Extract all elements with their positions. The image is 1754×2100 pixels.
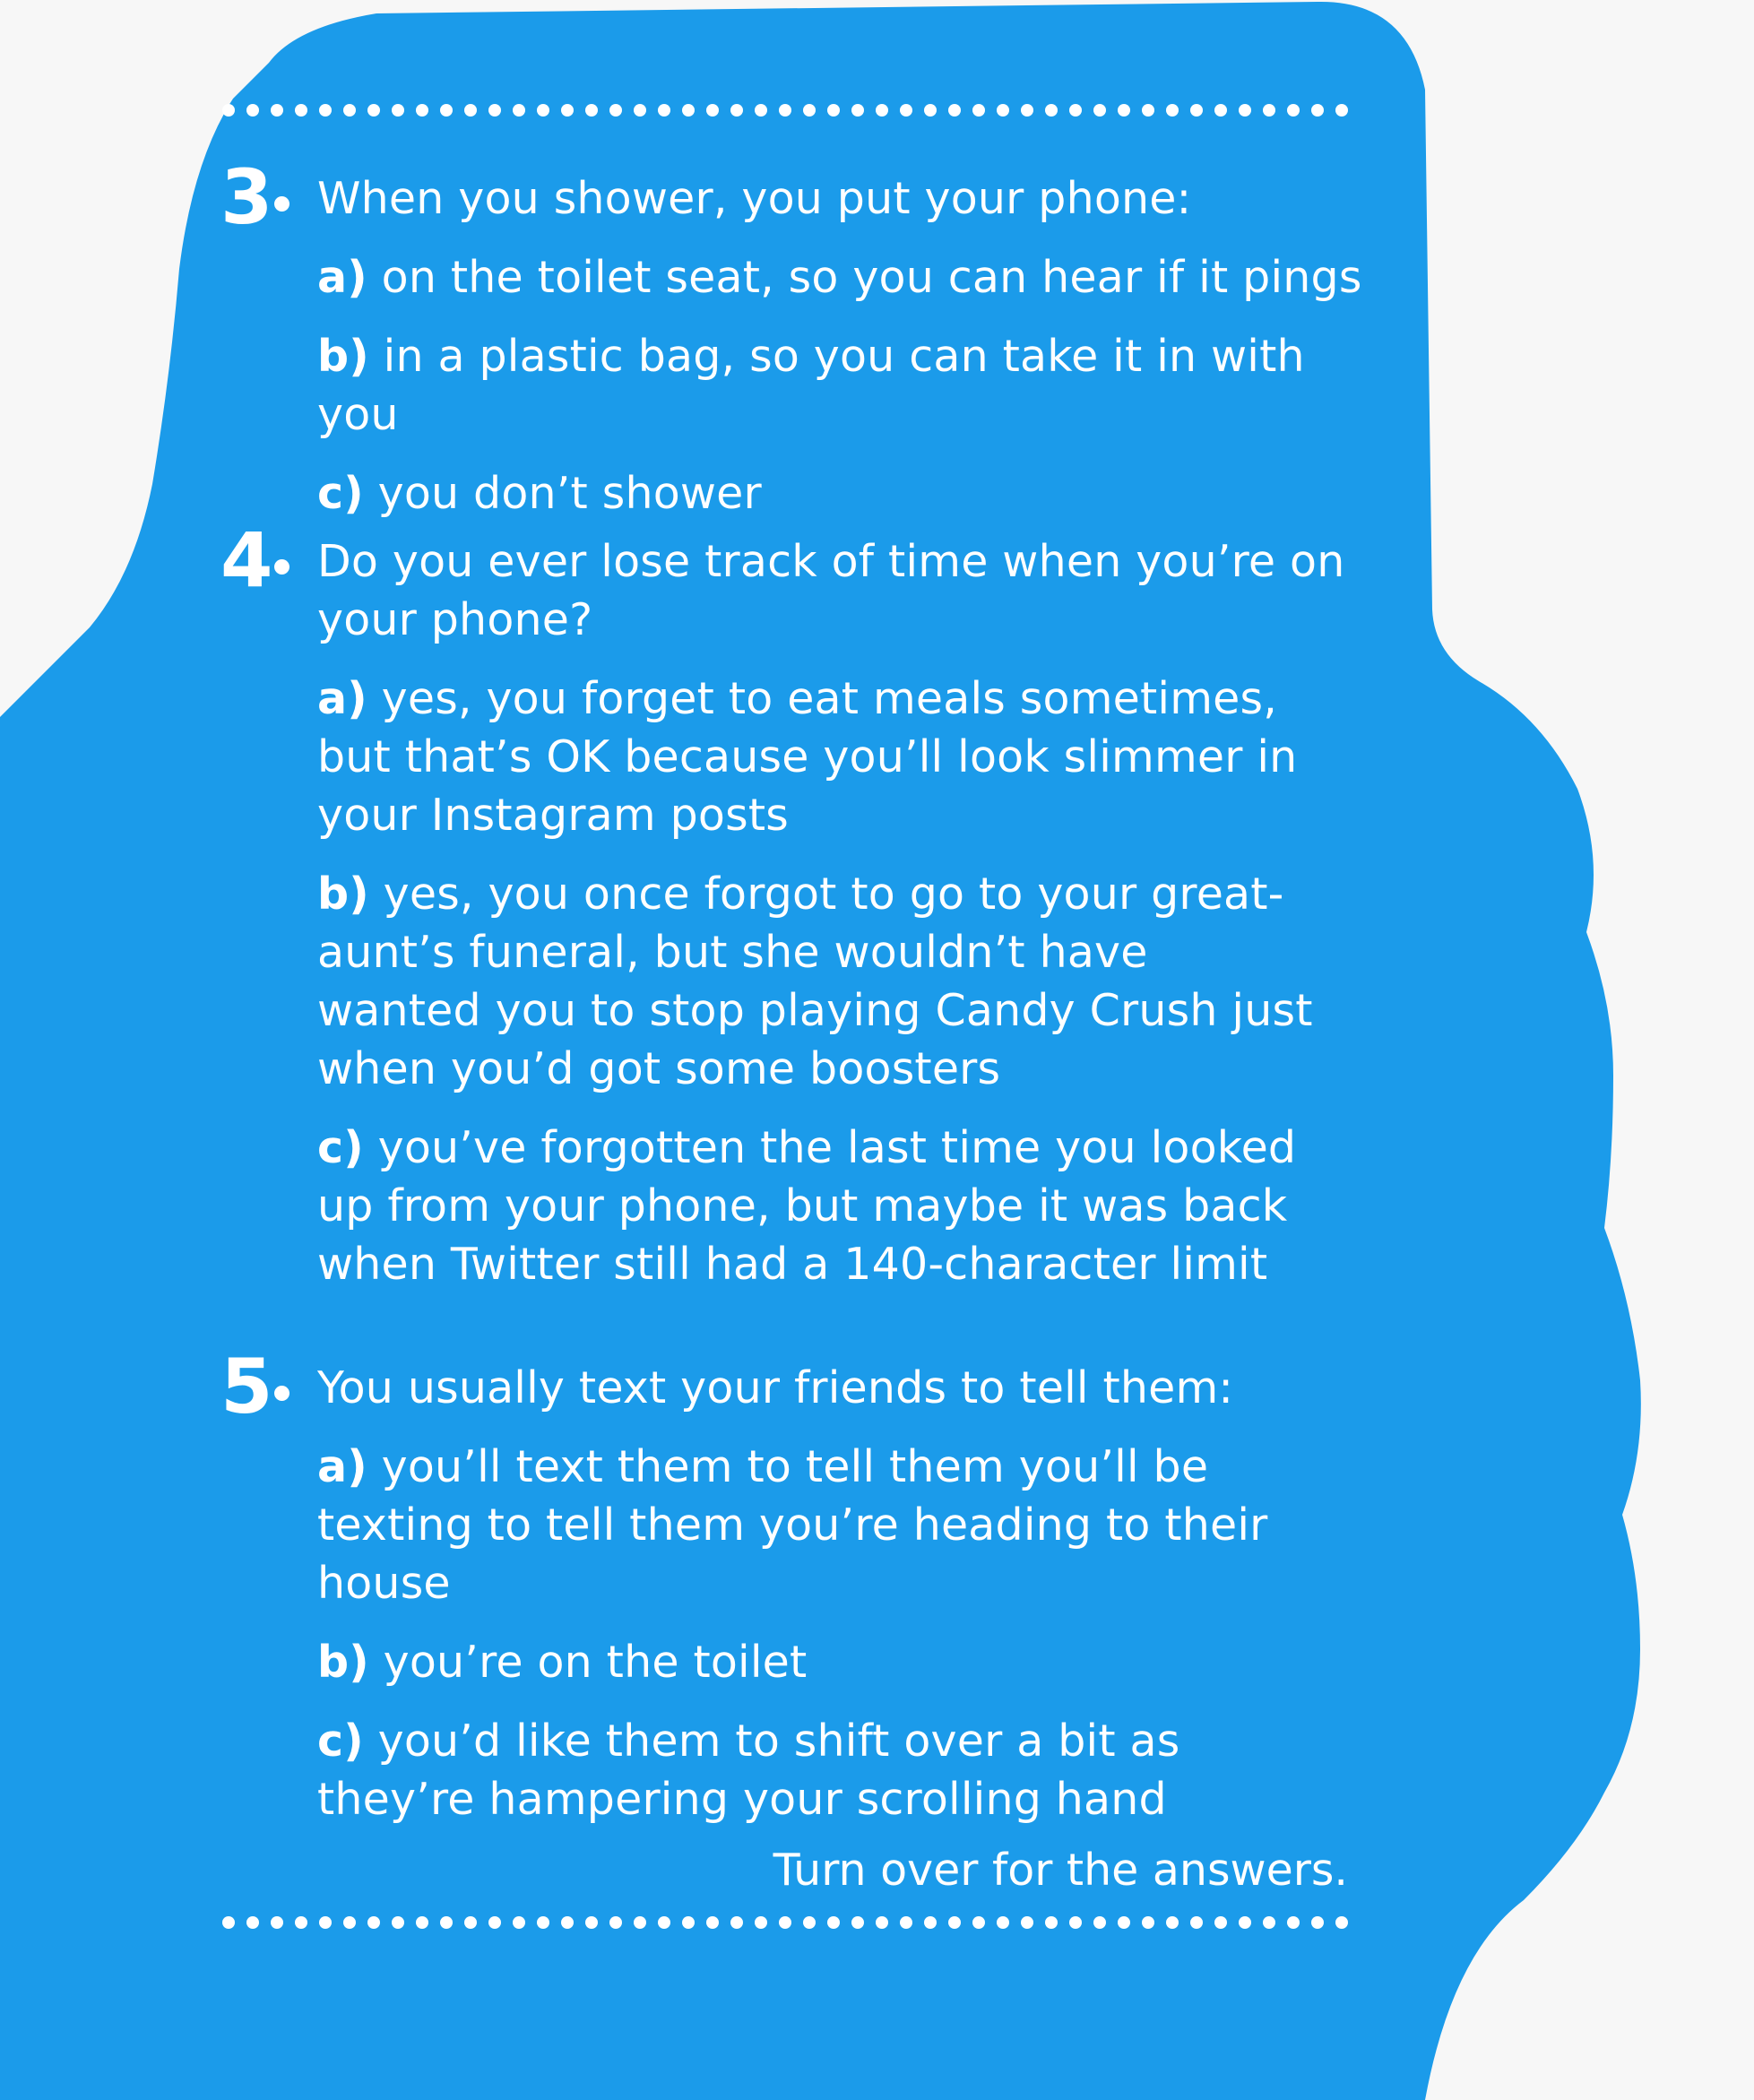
question-3-text: When you shower, you put your phone: [317, 173, 1192, 224]
divider-dot [1263, 1916, 1275, 1929]
divider-dot [851, 1916, 864, 1929]
question-4 [220, 516, 1386, 1293]
question-3 [220, 153, 1386, 523]
divider-dot [1166, 104, 1179, 117]
question-5-heading [220, 1343, 1386, 1430]
divider-dot [851, 104, 864, 117]
divider-dot [1190, 104, 1203, 117]
divider-dot [948, 104, 961, 117]
divider-dot [1287, 104, 1300, 117]
option-letter: c) [317, 1122, 364, 1173]
divider-dot [634, 1916, 646, 1929]
divider-dot [295, 1916, 307, 1929]
divider-dot [682, 1916, 695, 1929]
divider-dot [1118, 104, 1130, 117]
divider-dot [1190, 1916, 1203, 1929]
option-letter: a) [317, 1441, 367, 1492]
dotted-divider-bottom-dots [220, 1913, 1353, 1932]
divider-dot [682, 104, 695, 117]
divider-dot [1335, 1916, 1348, 1929]
divider-dot [416, 104, 428, 117]
divider-dot [561, 104, 574, 117]
question-5 [220, 1343, 1386, 1828]
question-5-option-b [317, 1633, 1386, 1691]
question-5-number: 5 [220, 1343, 273, 1430]
question-5-option-c [317, 1712, 1321, 1828]
divider-dot [319, 1916, 332, 1929]
divider-dot [1239, 1916, 1251, 1929]
divider-dot [440, 1916, 453, 1929]
question-4-option-a [317, 670, 1321, 844]
divider-dot [440, 104, 453, 117]
divider-dot [367, 1916, 380, 1929]
divider-dot [537, 104, 549, 117]
divider-dot [658, 1916, 670, 1929]
option-text: you’re on the toilet [383, 1637, 808, 1688]
divider-dot [246, 1916, 259, 1929]
question-3-number: 3 [220, 153, 273, 241]
divider-dot [779, 104, 791, 117]
divider-dot [1093, 104, 1106, 117]
divider-dot [948, 1916, 961, 1929]
divider-dot [513, 1916, 525, 1929]
divider-dot [924, 104, 937, 117]
divider-dot [319, 104, 332, 117]
option-text: you don’t shower [377, 468, 762, 519]
divider-dot [997, 104, 1009, 117]
question-3-option-a [317, 248, 1386, 307]
question-4-bullet-dot [274, 559, 289, 575]
divider-dot [416, 1916, 428, 1929]
question-5-option-a [317, 1438, 1348, 1612]
divider-dot [343, 1916, 356, 1929]
divider-dot [367, 104, 380, 117]
option-text: yes, you forget to eat meals sometimes, but that’s OK because you’ll look slimmer in your Instagram posts [317, 673, 1298, 841]
divider-dot [585, 1916, 598, 1929]
option-text: you’ll text them to tell them you’ll be texting to tell them you’re heading to their house [317, 1441, 1268, 1609]
option-letter: a) [317, 252, 367, 303]
divider-dot [706, 1916, 719, 1929]
divider-dot [1263, 104, 1275, 117]
divider-dot [513, 104, 525, 117]
divider-dot [609, 104, 622, 117]
divider-dot [1287, 1916, 1300, 1929]
divider-dot [1166, 1916, 1179, 1929]
divider-dot [271, 1916, 283, 1929]
divider-dot [392, 104, 404, 117]
question-5-bullet-dot [274, 1386, 289, 1401]
divider-dot [755, 1916, 767, 1929]
divider-dot [1021, 1916, 1033, 1929]
divider-dot [464, 104, 477, 117]
divider-dot [246, 104, 259, 117]
divider-dot [876, 104, 888, 117]
divider-dot [343, 104, 356, 117]
question-3-option-b [317, 327, 1386, 444]
divider-dot [295, 104, 307, 117]
question-4-heading [220, 516, 1384, 649]
option-letter: b) [317, 1637, 369, 1688]
divider-dot [876, 1916, 888, 1929]
option-letter: c) [317, 468, 364, 519]
divider-dot [488, 1916, 501, 1929]
divider-dot [1214, 1916, 1227, 1929]
dotted-divider-top [220, 100, 1353, 120]
question-4-text: Do you ever lose track of time when you’re on your phone? [317, 536, 1345, 645]
divider-dot [222, 104, 235, 117]
option-text: yes, you once forgot to go to your great-aunt’s funeral, but she wouldn’t have wanted you to stop playing Candy Crush just when you’d got some boosters [317, 869, 1313, 1094]
divider-dot [634, 104, 646, 117]
divider-dot [1069, 104, 1082, 117]
option-letter: c) [317, 1715, 364, 1767]
divider-dot [271, 104, 283, 117]
divider-dot [803, 1916, 816, 1929]
dotted-divider-bottom [220, 1913, 1353, 1932]
divider-dot [827, 104, 840, 117]
divider-dot [1335, 104, 1348, 117]
divider-dot [537, 1916, 549, 1929]
divider-dot [1021, 104, 1033, 117]
divider-dot [900, 1916, 912, 1929]
question-4-number: 4 [220, 516, 273, 604]
divider-dot [1142, 1916, 1154, 1929]
option-letter: b) [317, 331, 369, 382]
divider-dot [706, 104, 719, 117]
divider-dot [392, 1916, 404, 1929]
divider-dot [222, 1916, 235, 1929]
option-text: in a plastic bag, so you can take it in with you [317, 331, 1305, 440]
divider-dot [1311, 1916, 1324, 1929]
question-5-text: You usually text your friends to tell them: [317, 1362, 1234, 1413]
option-text: you’d like them to shift over a bit as they’re hampering your scrolling hand [317, 1715, 1180, 1825]
divider-dot [1142, 104, 1154, 117]
divider-dot [1093, 1916, 1106, 1929]
option-text: on the toilet seat, so you can hear if it pings [381, 252, 1362, 303]
divider-dot [585, 104, 598, 117]
divider-dot [730, 1916, 743, 1929]
divider-dot [1045, 104, 1058, 117]
divider-dot [488, 104, 501, 117]
divider-dot [1118, 1916, 1130, 1929]
divider-dot [900, 104, 912, 117]
option-letter: a) [317, 673, 367, 724]
divider-dot [972, 1916, 985, 1929]
divider-dot [609, 1916, 622, 1929]
divider-dot [972, 104, 985, 117]
divider-dot [1239, 104, 1251, 117]
question-3-bullet-dot [274, 196, 289, 212]
divider-dot [561, 1916, 574, 1929]
divider-dot [827, 1916, 840, 1929]
divider-dot [1311, 104, 1324, 117]
question-3-heading [220, 153, 1386, 241]
divider-dot [1045, 1916, 1058, 1929]
divider-dot [464, 1916, 477, 1929]
divider-dot [803, 104, 816, 117]
turn-over-note: Turn over for the answers. [773, 1845, 1348, 1896]
option-text: you’ve forgotten the last time you looked up from your phone, but maybe it was back when Twitter still had a 140-character limit [317, 1122, 1297, 1290]
option-letter: b) [317, 869, 369, 920]
divider-dot [730, 104, 743, 117]
divider-dot [658, 104, 670, 117]
divider-dot [779, 1916, 791, 1929]
question-3-option-c [317, 464, 1386, 523]
divider-dot [924, 1916, 937, 1929]
divider-dot [1069, 1916, 1082, 1929]
dotted-divider-top-dots [220, 100, 1353, 120]
divider-dot [755, 104, 767, 117]
question-4-option-c [317, 1119, 1348, 1293]
divider-dot [997, 1916, 1009, 1929]
divider-dot [1214, 104, 1227, 117]
question-4-option-b [317, 865, 1321, 1098]
